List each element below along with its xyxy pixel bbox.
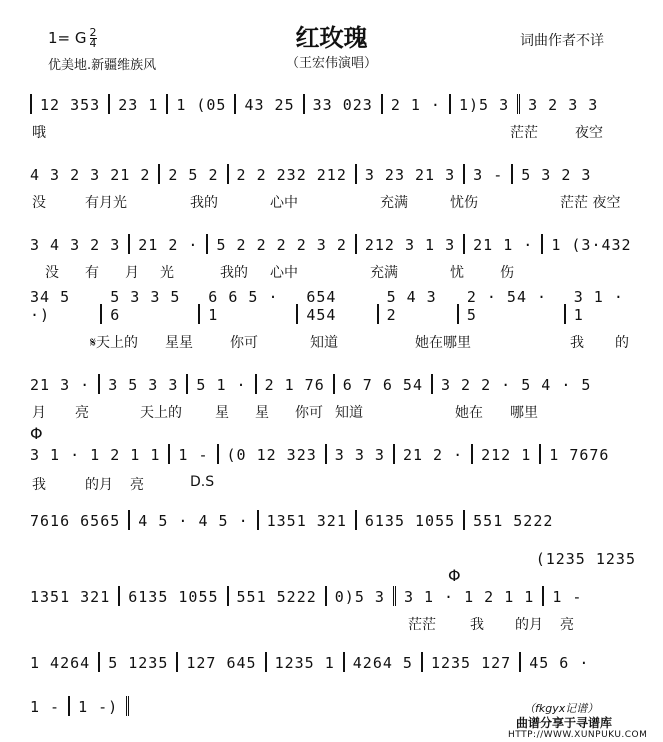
measure: 45 6 · — [529, 654, 590, 672]
lyric: 星星 — [165, 335, 193, 351]
site-name: 曲谱分享于寻谱库 — [516, 716, 613, 730]
lyric: 你可 — [295, 405, 323, 421]
lyric: 茫茫 — [510, 125, 538, 141]
measure: 21 3 · — [30, 376, 91, 394]
measure: 3 5 3 3 — [108, 376, 179, 394]
measure: 551 5222 — [236, 588, 317, 606]
composer-credit: 词曲作者不详 — [520, 33, 604, 49]
lyric: 我 — [570, 335, 584, 351]
measure: 3 - — [473, 166, 504, 184]
measure: 21 2 · — [138, 236, 199, 254]
meter-top: 2 — [89, 26, 97, 39]
measure: 127 645 — [186, 654, 257, 672]
lyric: 我 — [470, 617, 484, 633]
measure: 2 · 54 · 5 — [466, 288, 548, 324]
coda-mark-2: Φ — [448, 566, 461, 585]
measure: 5 1 · — [196, 376, 247, 394]
measure: 3 2 3 3 — [528, 96, 599, 114]
score-row-1 — [30, 92, 636, 114]
lyric: 月 — [32, 405, 46, 421]
measure: 6 6 5 · 1 — [208, 288, 279, 324]
measure: 34 5 ·) — [30, 288, 71, 324]
score-row-8 — [30, 546, 636, 568]
lyric: 心中 — [270, 195, 298, 211]
lyric: 没 — [32, 195, 46, 211]
lyric: 知道 — [310, 335, 338, 351]
measure: 4264 5 — [352, 654, 413, 672]
score-row-7 — [30, 508, 636, 530]
score-row-11 — [30, 694, 190, 716]
measure: 23 1 — [118, 96, 159, 114]
coda-mark: Φ — [30, 424, 43, 443]
measure: 1 -) — [78, 698, 119, 716]
measure: 5 2 2 2 2 3 2 — [216, 236, 347, 254]
measure: 5 1235 — [108, 654, 169, 672]
measure: 4 5 · 4 5 · — [138, 512, 249, 530]
meter-bottom: 4 — [89, 37, 97, 50]
measure: 0)5 3 — [334, 588, 385, 606]
lyric: 伤 — [500, 265, 514, 281]
lyric: 她在哪里 — [415, 335, 471, 351]
lyric: 哪里 — [510, 405, 538, 421]
lyric: 她在 — [455, 405, 483, 421]
lyric: 有 — [85, 265, 99, 281]
lyric: 充满 — [370, 265, 398, 281]
measure: 654 454 — [306, 288, 337, 324]
lyric: 我的 — [190, 195, 218, 211]
measure: 4 3 2 3 21 2 — [30, 166, 151, 184]
measure: 3 3 3 — [334, 446, 385, 464]
measure: 3 2 2 · 5 4 · 5 — [441, 376, 592, 394]
measure: 5 3 2 3 — [521, 166, 592, 184]
measure: 1 (05 — [176, 96, 227, 114]
lyric: 我 — [32, 477, 46, 493]
key-label: 1= G — [48, 29, 87, 47]
tempo-style: 优美地.新疆维族风 — [48, 58, 157, 73]
measure: 6135 1055 — [364, 512, 456, 530]
lyric: 知道 — [335, 405, 363, 421]
measure: 1351 321 — [266, 512, 347, 530]
measure: (0 12 323 — [226, 446, 317, 464]
measure: 1 7676 — [549, 446, 610, 464]
measure: 3 1 · 1 — [573, 288, 624, 324]
measure: 21 2 · — [402, 446, 464, 464]
measure: 3 4 3 2 3 — [30, 236, 121, 254]
measure: 33 023 — [312, 96, 373, 114]
measure: 3 23 21 3 — [364, 166, 456, 184]
score-row-9 — [30, 584, 636, 606]
lyric: 𝄋天上的 — [90, 335, 139, 351]
lyric: 忧 — [450, 265, 464, 281]
score-row-6 — [30, 442, 636, 464]
measure: 7616 6565 — [30, 512, 121, 530]
measure: 1 (3·432 — [551, 236, 632, 254]
measure: 1 - — [552, 588, 583, 606]
measure: 1)5 3 — [458, 96, 510, 114]
lyric: 哦 — [32, 125, 46, 141]
lyric: 茫茫 夜空 — [560, 195, 621, 211]
lyric: 星 — [255, 405, 269, 421]
lyric: 的 — [615, 335, 629, 351]
singer-credit: （王宏伟演唱） — [285, 56, 377, 71]
song-title: 红玫瑰 — [295, 23, 368, 52]
lyric: 光 — [160, 265, 174, 281]
lyric: 你可 — [230, 335, 258, 351]
measure: 43 25 — [244, 96, 295, 114]
measure: 212 1 — [481, 446, 532, 464]
score-row-5 — [30, 372, 636, 394]
measure: (1235 1235 — [535, 550, 636, 568]
lyric: 充满 — [380, 195, 408, 211]
lyric: 亮 — [130, 477, 144, 493]
score-row-10 — [30, 650, 636, 672]
measure: 2 5 2 — [168, 166, 219, 184]
measure: 1 - — [178, 446, 209, 464]
measure: 2 1 · — [390, 96, 441, 114]
measure: 21 1 · — [473, 236, 534, 254]
measure: 1 - — [30, 698, 61, 716]
lyric: 亮 — [75, 405, 89, 421]
dal-segno-mark: D.S — [190, 474, 215, 490]
lyric: 有月光 — [85, 195, 127, 211]
measure: 2 1 76 — [264, 376, 325, 394]
score-row-3 — [30, 232, 636, 254]
measure: 6135 1055 — [128, 588, 219, 606]
lyric: 亮 — [560, 617, 574, 633]
measure: 6 7 6 54 — [342, 376, 423, 394]
score-row-4 — [30, 288, 636, 324]
lyric: 的月 — [85, 477, 113, 493]
measure: 551 5222 — [473, 512, 554, 530]
lyric: 天上的 — [140, 405, 182, 421]
lyric: 夜空 — [575, 125, 603, 141]
measure: 5 3 3 5 6 — [110, 288, 181, 324]
measure: 3 1 · 1 2 1 1 — [403, 588, 535, 606]
score-row-2 — [30, 162, 636, 184]
site-url[interactable]: HTTP://WWW.XUNPUKU.COM — [508, 730, 648, 740]
measure: 1351 321 — [30, 588, 111, 606]
measure: 5 4 3 2 — [386, 288, 437, 324]
measure: 1235 127 — [430, 654, 512, 672]
lyric: 心中 — [270, 265, 298, 281]
lyric: 的月 — [515, 617, 543, 633]
lyric: 月 — [125, 265, 139, 281]
lyric: 忧伤 — [450, 195, 478, 211]
transcriber-credit: （fkgyx记谱） — [524, 702, 599, 715]
lyric: 星 — [215, 405, 229, 421]
measure: 12 353 — [40, 96, 101, 114]
measure: 3 1 · 1 2 1 1 — [30, 446, 161, 464]
lyric: 茫茫 — [408, 617, 436, 633]
measure: 1 4264 — [30, 654, 91, 672]
measure: 2 2 232 212 — [236, 166, 347, 184]
lyric: 我的 — [220, 265, 248, 281]
measure: 1235 1 — [274, 654, 335, 672]
lyric: 没 — [45, 265, 59, 281]
measure: 212 3 1 3 — [364, 236, 456, 254]
